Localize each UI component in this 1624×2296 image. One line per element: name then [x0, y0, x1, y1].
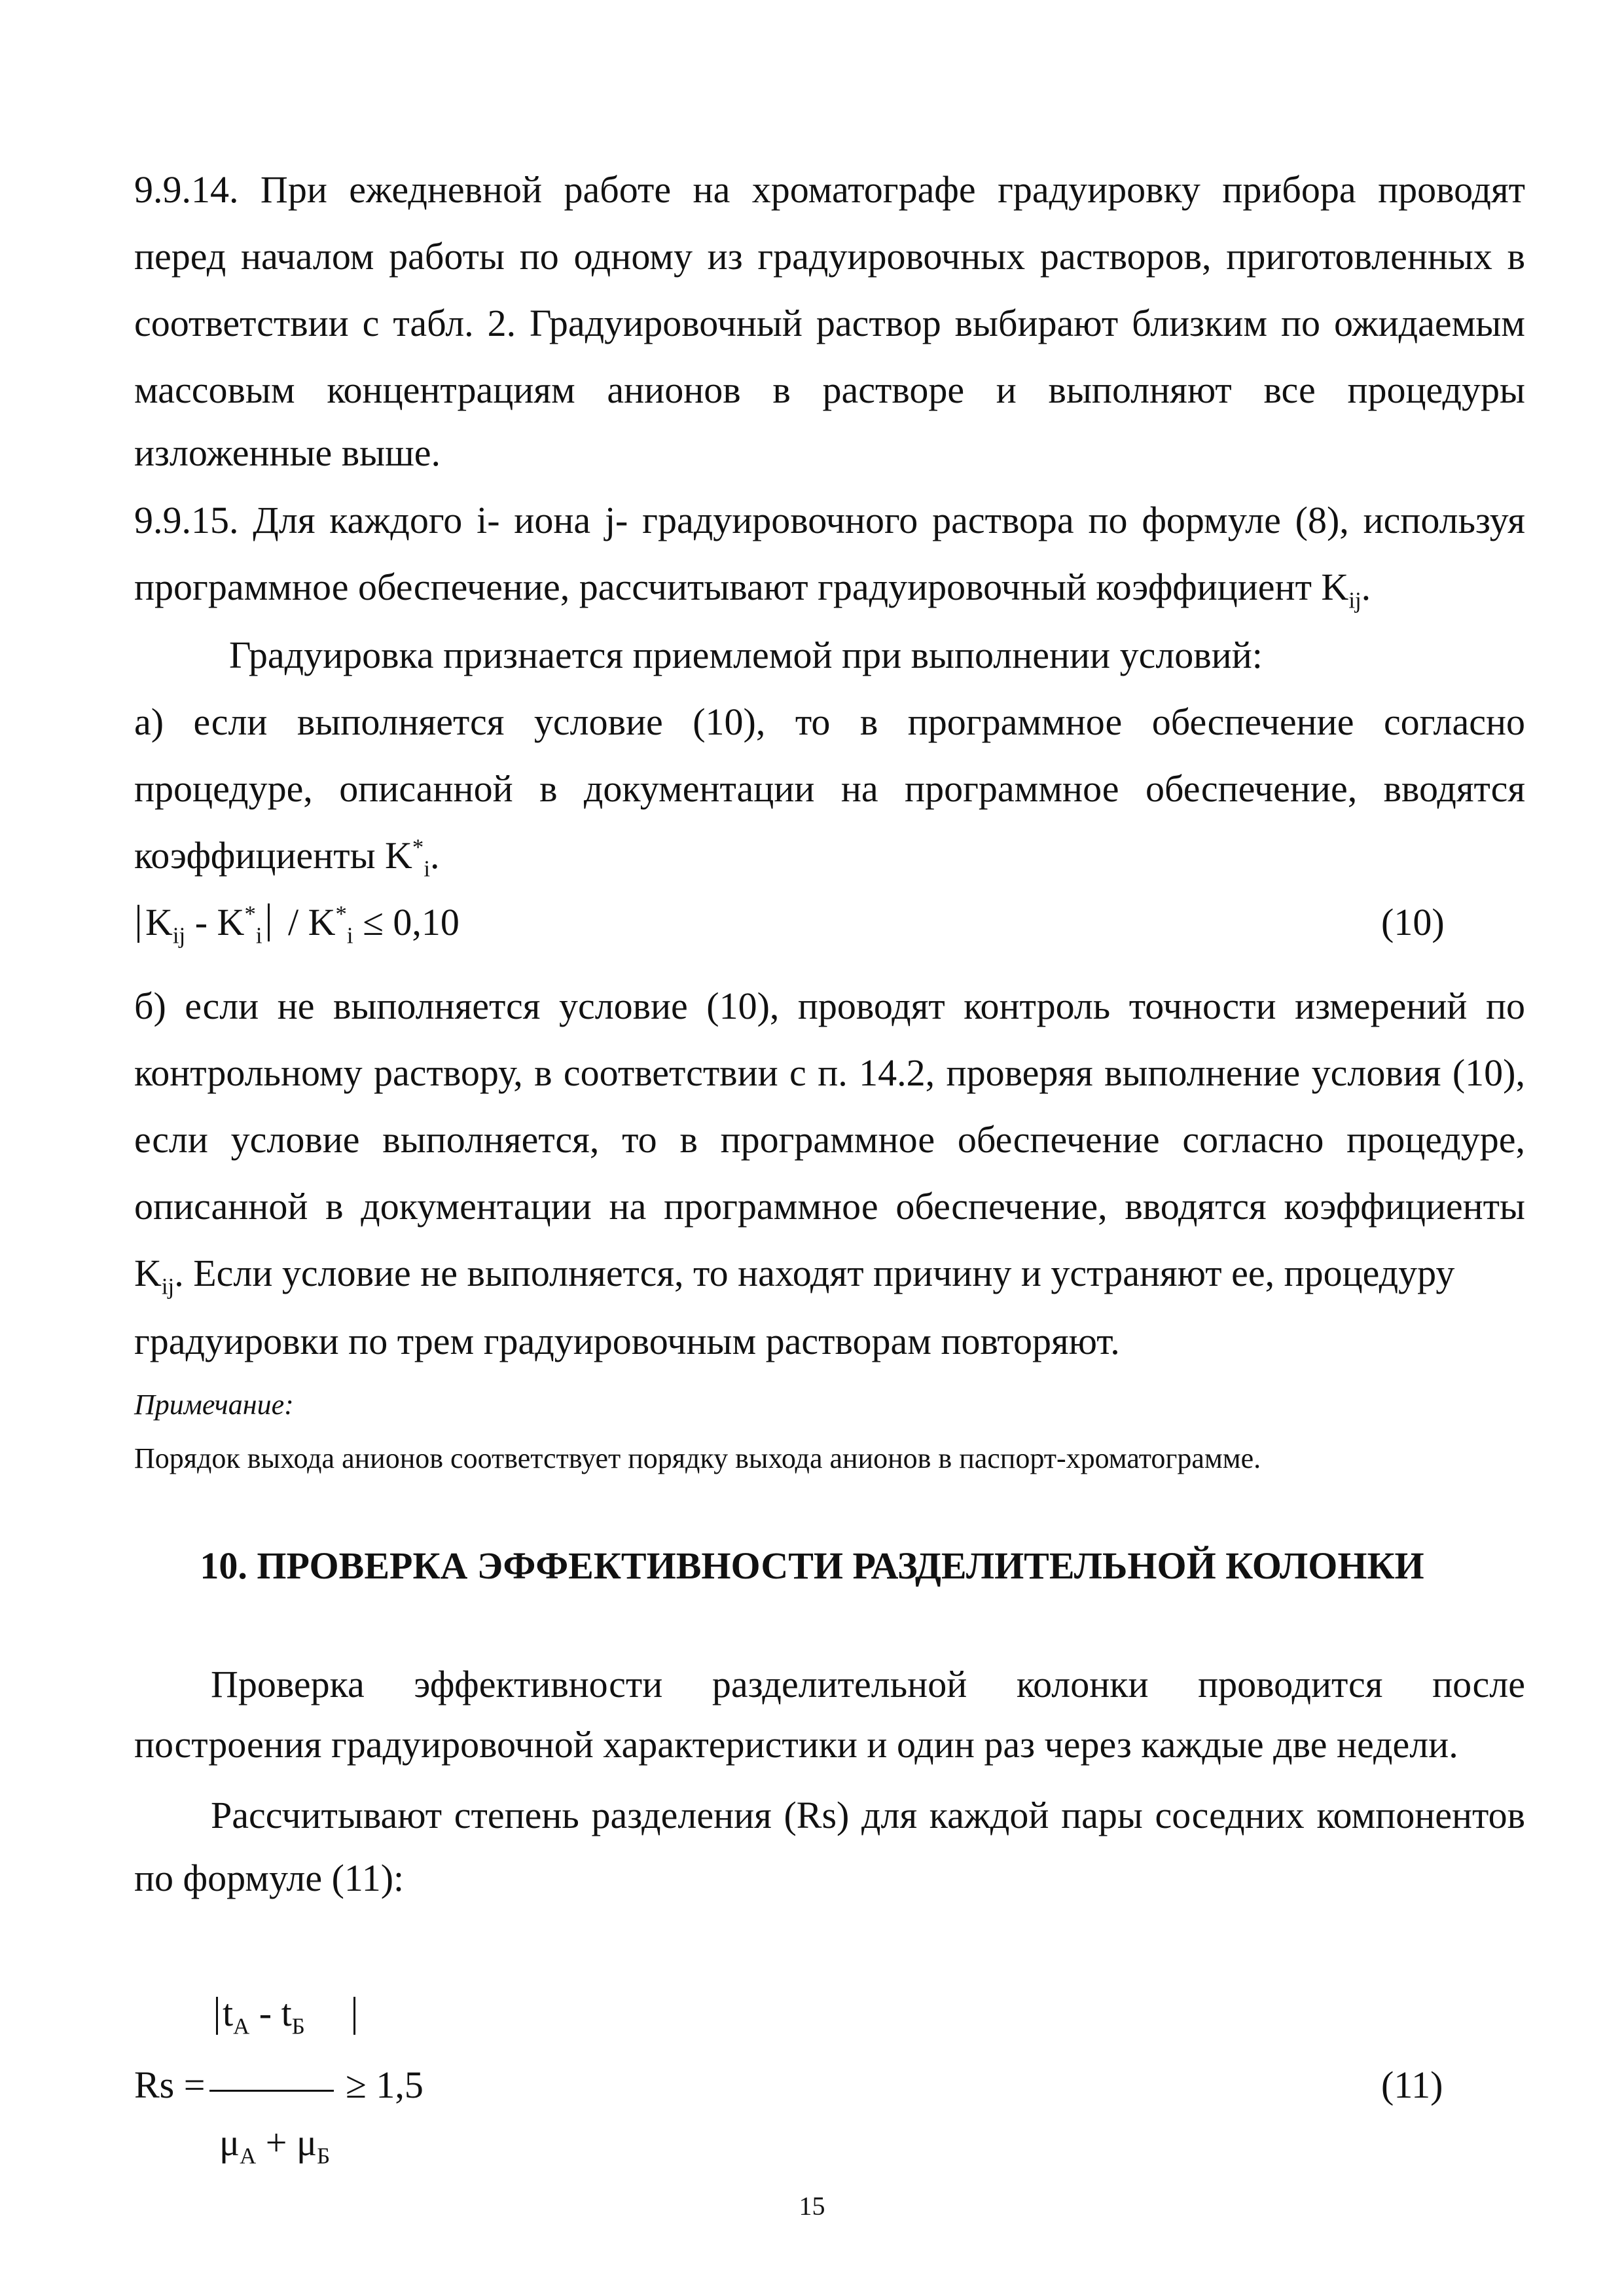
condition-a-line-2: процедуре, описанной в документации на программное обеспечение, вводятся: [134, 767, 1525, 810]
formula-10-div: / K: [278, 901, 336, 943]
paragraph-9-9-15-text: программное обеспечение, рассчитывают градуировочный коэффициент K: [134, 566, 1349, 608]
k-ij: K: [134, 1252, 162, 1294]
t-a: t: [223, 1992, 234, 2034]
section-10-paragraph-1-line-2: построения градуировочной характеристики и один раз через каждые две недели.: [134, 1723, 1458, 1766]
i-subscript: i: [424, 856, 430, 882]
paragraph-9-9-14-line-3: соответствии с табл. 2. Градуировочный раствор выбирают близким по ожидаемым: [134, 302, 1525, 344]
condition-b-line-5-text: . Если условие не выполняется, то находят причину и устраняют ее, процедуру: [174, 1252, 1455, 1294]
mu-a-subscript: А: [240, 2143, 257, 2169]
formula-10-k-sub: ij: [172, 922, 186, 949]
condition-b-line-6: градуировки по трем градуировочным растворам повторяют.: [134, 1320, 1120, 1362]
formula-10-tail: ≤ 0,10: [353, 901, 460, 943]
sentence-end: .: [430, 834, 440, 877]
paragraph-9-9-14-line-4: массовым концентрациям анионов в растворе и выполняют все процедуры: [134, 369, 1525, 411]
page-number: 15: [799, 2191, 825, 2221]
paragraph-9-9-14-line-5: изложенные выше.: [134, 431, 441, 474]
calibration-acceptance-text: Градуировка признается приемлемой при выполнении условий:: [229, 634, 1263, 676]
condition-b-line-5: [134, 1250, 1525, 1300]
paragraph-9-9-15-line-1: 9.9.15. Для каждого i- иона j- градуировочного раствора по формуле (8), используя: [134, 499, 1525, 541]
formula-10-i-2: i: [346, 922, 353, 949]
paragraph-9-9-15-line-2: [134, 564, 1371, 613]
formula-11-lhs: Rs =: [134, 2064, 206, 2106]
formula-11-denominator: [219, 2120, 331, 2169]
coefficients-text: коэффициенты K: [134, 834, 412, 877]
fraction-line: [209, 2090, 334, 2092]
condition-b-line-4: описанной в документации на программное обеспечение, вводятся коэффициенты: [134, 1185, 1525, 1228]
section-10-paragraph-2-line-1: Рассчитывают степень разделения (Rs) для каждой пары соседних компонентов: [211, 1794, 1525, 1836]
abs-bar-left: [137, 905, 139, 943]
note-label: Примечание:: [134, 1389, 294, 1421]
t-a-subscript: А: [233, 2013, 250, 2039]
condition-a-line-1: а) если выполняется условие (10), то в программное обеспечение согласно: [134, 701, 1525, 743]
formula-10-star-2: *: [335, 901, 347, 927]
section-10-paragraph-2-line-2: по формуле (11):: [134, 1857, 405, 1899]
condition-a-line-3: [134, 833, 440, 882]
formula-10-minus: - K: [185, 901, 245, 943]
mu-b-subscript: Б: [317, 2143, 331, 2169]
section-10-paragraph-1-line-1: Проверка эффективности разделительной колонки проводится после: [211, 1663, 1525, 1705]
abs-bar-right: [268, 903, 279, 941]
formula-10-star: *: [244, 901, 256, 927]
equation-number-10: (10): [1381, 901, 1445, 943]
formula-10-k: K: [145, 901, 173, 943]
formula-11-numerator: [223, 1990, 305, 2039]
condition-b-line-1: б) если не выполняется условие (10), проводят контроль точности измерений по: [134, 985, 1525, 1027]
t-b-subscript: Б: [291, 2013, 305, 2039]
condition-b-line-2: контрольному раствору, в соответствии с п. 14.2, проверяя выполнение условия (10),: [134, 1051, 1525, 1094]
note-text: Порядок выхода анионов соответствует порядку выхода анионов в паспорт-хроматограмме.: [134, 1442, 1261, 1474]
k-ij-subscript: ij: [161, 1273, 175, 1300]
mu-b: + μ: [256, 2121, 317, 2164]
paragraph-9-9-14-line-1: 9.9.14. При ежедневной работе на хроматографе градуировку прибора проводят: [134, 168, 1525, 211]
star-superscript: *: [412, 834, 424, 860]
abs-bar-right: [353, 1997, 355, 2035]
formula-11-rhs: ≥ 1,5: [346, 2064, 424, 2106]
section-10-heading: 10. ПРОВЕРКА ЭФФЕКТИВНОСТИ РАЗДЕЛИТЕЛЬНОЙ КОЛОНКИ: [200, 1544, 1424, 1587]
k-ij-subscript: ij: [1348, 587, 1362, 613]
paragraph-9-9-14-line-2: перед началом работы по одному из градуировочных растворов, приготовленных в: [134, 235, 1525, 278]
equation-number-11: (11): [1381, 2064, 1443, 2106]
t-b: - t: [249, 1992, 292, 2034]
formula-10: [145, 900, 460, 949]
abs-bar-left: [216, 1997, 218, 2035]
mu-a: μ: [219, 2121, 240, 2164]
formula-10-i: i: [255, 922, 262, 949]
sentence-end: .: [1361, 566, 1371, 608]
condition-b-line-3: если условие выполняется, то в программное обеспечение согласно процедуре,: [134, 1118, 1525, 1161]
